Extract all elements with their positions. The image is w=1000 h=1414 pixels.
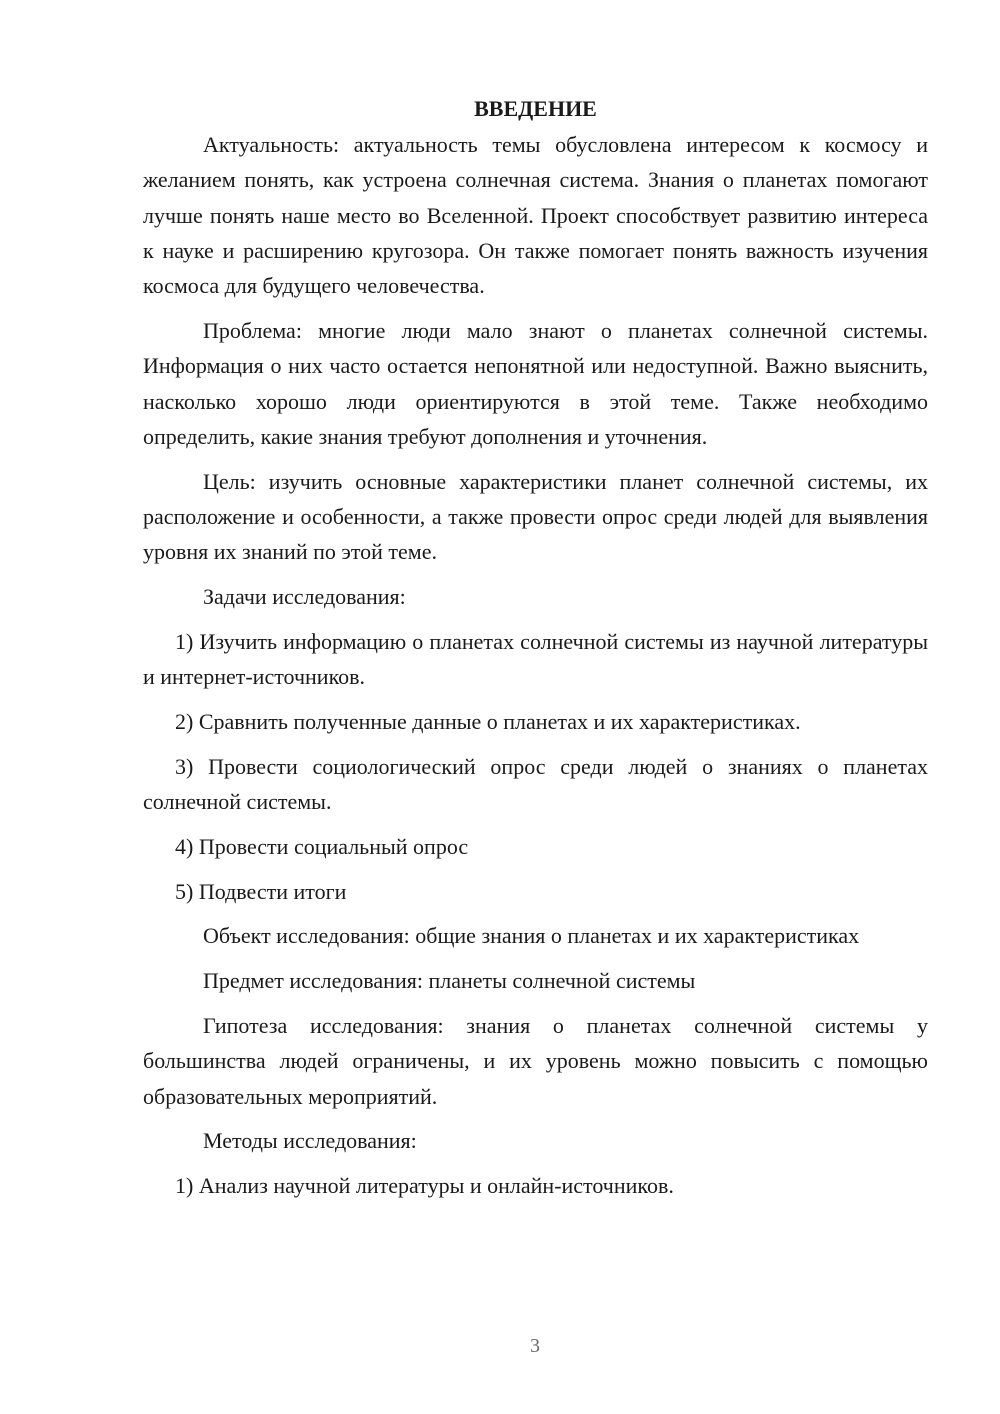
- task-item-2: 2) Сравнить полученные данные о планетах и их характеристиках.: [175, 708, 801, 734]
- page-number: 3: [530, 1335, 540, 1357]
- method-item-1: 1) Анализ научной литературы и онлайн-источников.: [175, 1173, 674, 1199]
- paragraph-tasks-heading: Задачи исследования:: [203, 584, 406, 610]
- paragraph-object: Объект исследования: общие знания о планетах и их характеристиках: [203, 923, 860, 949]
- task-item-5: 5) Подвести итоги: [175, 878, 347, 904]
- paragraph-subject: Предмет исследования: планеты солнечной системы: [203, 968, 696, 994]
- paragraph-relevance: Актуальность: актуальность темы обусловлена интересом к космосу и желанием понять, как устроена солнечная система. Знания о планетах помогают лучше понять наше место во Вселенной. Проект способствует развитию интереса к науке и расширению кругозора. Он также помогает понять важность изучения космоса для будущего человечества.: [143, 132, 928, 299]
- task-item-4: 4) Провести социальный опрос: [175, 833, 469, 859]
- section-heading: ВВЕДЕНИЕ: [474, 96, 597, 121]
- paragraph-goal: Цель: изучить основные характеристики планет солнечной системы, их расположение и особенности, а также провести опрос среди людей для выявления уровня их знаний по этой теме.: [143, 468, 928, 565]
- page-content: [143, 93, 928, 1213]
- paragraph-hypothesis: Гипотеза исследования: знания о планетах солнечной системы у большинства людей ограничены, и их уровень можно повысить с помощью образовательных мероприятий.: [143, 1013, 928, 1109]
- paragraph-problem: Проблема: многие люди мало знают о планетах солнечной системы. Информация о них часто остается непонятной или недоступной. Важно выяснить, насколько хорошо люди ориентируются в этой теме. Также необходимо определить, какие знания требуют дополнения и уточнения.: [143, 317, 928, 449]
- paragraph-methods-heading: Методы исследования:: [203, 1128, 417, 1154]
- task-item-1: 1) Изучить информацию о планетах солнечной системы из научной литературы и интернет-источников.: [143, 628, 928, 690]
- task-item-3: 3) Провести социологический опрос среди людей о знаниях о планетах солнечной системы.: [143, 753, 928, 815]
